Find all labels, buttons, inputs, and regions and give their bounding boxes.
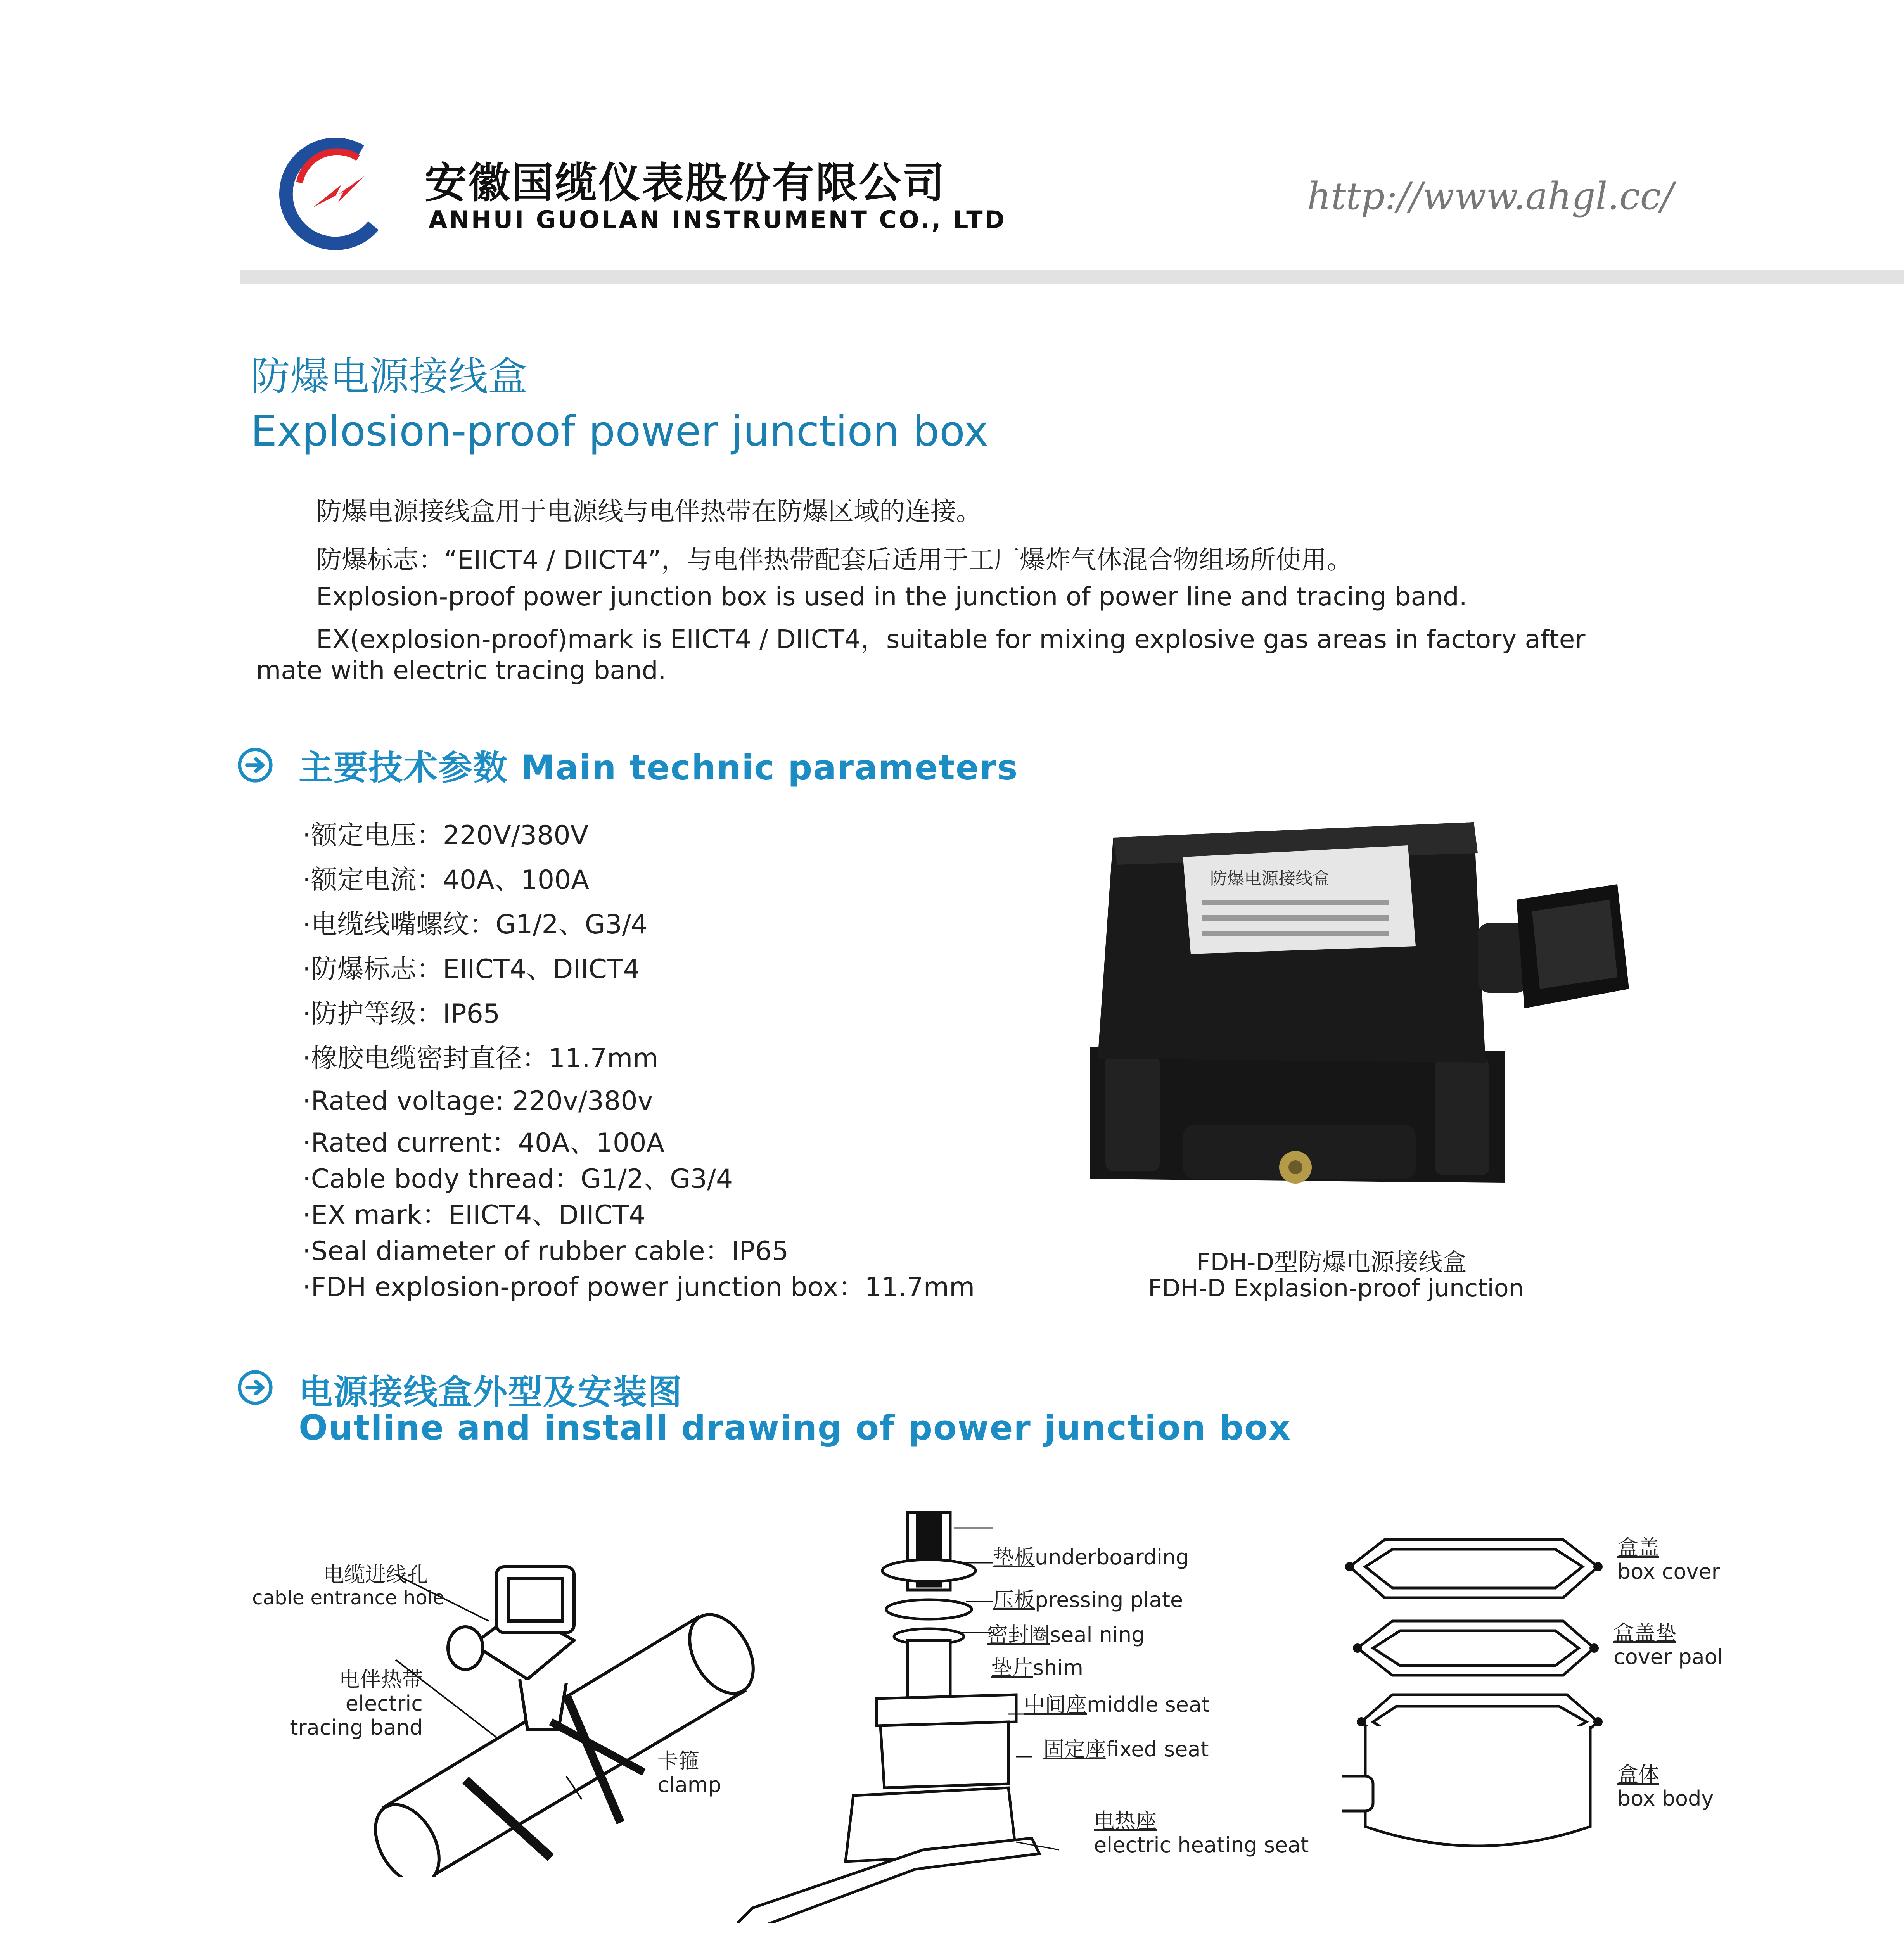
label-clamp bbox=[657, 1749, 721, 1797]
label-clamp-en: clamp bbox=[657, 1773, 721, 1797]
label-middle-cn: 中间座 bbox=[1024, 1692, 1087, 1717]
photo-caption-en: FDH-D Explasion-proof junction bbox=[1148, 1274, 1524, 1302]
label-middle-en: middle seat bbox=[1087, 1692, 1210, 1717]
param-en-3: ·Cable body thread：G1/2、G3/4 bbox=[303, 1164, 733, 1194]
param-cn-4: ·防爆标志：EIICT4、DIICT4 bbox=[303, 954, 640, 985]
label-fixed-cn: 固定座 bbox=[1043, 1737, 1106, 1761]
param-en-5: ·Seal diameter of rubber cable：IP65 bbox=[303, 1236, 789, 1267]
param-en-1: ·Rated voltage: 220v/380v bbox=[303, 1086, 653, 1116]
param-en-2: ·Rated current：40A、100A bbox=[303, 1128, 664, 1158]
label-seal-en: seal ning bbox=[1050, 1623, 1145, 1647]
param-cn-1: ·额定电压：220V/380V bbox=[303, 820, 589, 851]
param-cn-6: ·橡胶电缆密封直径：11.7mm bbox=[303, 1043, 659, 1074]
label-underboarding-cn: 垫板 bbox=[993, 1545, 1035, 1569]
company-logo bbox=[279, 138, 392, 250]
label-cable-entrance bbox=[252, 1562, 445, 1609]
label-box-body bbox=[1617, 1763, 1714, 1811]
label-middle-seat bbox=[1024, 1693, 1210, 1717]
website-url[interactable]: http://www.ahgl.cc/ bbox=[1307, 175, 1674, 218]
intro-line-1: 防爆电源接线盒用于电源线与电伴热带在防爆区域的连接。 bbox=[316, 496, 982, 526]
param-en-6: ·FDH explosion-proof power junction box：11.7mm bbox=[303, 1272, 975, 1303]
label-pressing-plate bbox=[993, 1588, 1183, 1612]
section-title-outline-cn: 电源接线盒外型及安装图 bbox=[299, 1372, 683, 1412]
label-fixed-seat bbox=[1043, 1737, 1209, 1761]
label-underboarding-en: underboarding bbox=[1035, 1545, 1189, 1569]
param-cn-3: ·电缆线嘴螺纹：G1/2、G3/4 bbox=[303, 909, 648, 940]
section-title-outline-en: Outline and install drawing of power junction box bbox=[299, 1408, 1292, 1448]
section-title-params: 主要技术参数 Main technic parameters bbox=[299, 748, 1019, 788]
label-clamp-cn: 卡箍 bbox=[657, 1749, 699, 1773]
page-title-en: Explosion-proof power junction box bbox=[251, 407, 989, 456]
label-heating-cn: 电热座 bbox=[1094, 1809, 1157, 1833]
arrow-circle-icon bbox=[237, 1369, 274, 1406]
label-tracing-en1: electric bbox=[345, 1691, 423, 1716]
label-cover-pad bbox=[1613, 1621, 1723, 1669]
label-body-cn: 盒体 bbox=[1617, 1762, 1659, 1787]
label-underboarding bbox=[993, 1545, 1189, 1569]
company-name-cn: 安徽国缆仪表股份有限公司 bbox=[425, 159, 946, 207]
company-name-en: ANHUI GUOLAN INSTRUMENT CO., LTD bbox=[429, 206, 1007, 234]
intro-line-5: mate with electric tracing band. bbox=[256, 655, 666, 685]
intro-line-3: Explosion-proof power junction box is used in the junction of power line and tracing band. bbox=[316, 582, 1467, 612]
label-heating-en: electric heating seat bbox=[1094, 1833, 1309, 1858]
label-pressing-cn: 压板 bbox=[993, 1588, 1035, 1612]
label-cover-pad-cn: 盒盖垫 bbox=[1613, 1621, 1676, 1645]
label-cover-cn: 盒盖 bbox=[1617, 1535, 1659, 1560]
intro-line-2: 防爆标志：“EIICT4 / DIICT4”，与电伴热带配套后适用于工厂爆炸气体混合物组场所使用。 bbox=[316, 545, 1352, 575]
label-shim-en: shim bbox=[1033, 1656, 1083, 1680]
label-pressing-en: pressing plate bbox=[1035, 1588, 1183, 1612]
label-shim bbox=[991, 1656, 1083, 1680]
label-heating-seat bbox=[1094, 1809, 1309, 1857]
label-cover-en: box cover bbox=[1617, 1559, 1720, 1584]
param-cn-5: ·防护等级：IP65 bbox=[303, 999, 500, 1029]
label-cable-entrance-cn: 电缆进线孔 bbox=[323, 1562, 428, 1587]
photo-caption-cn: FDH-D型防爆电源接线盒 bbox=[1197, 1248, 1467, 1276]
label-tracing-cn: 电伴热带 bbox=[339, 1667, 423, 1692]
label-shim-cn: 垫片 bbox=[991, 1656, 1033, 1680]
label-cover-pad-en: cover paol bbox=[1613, 1645, 1723, 1669]
label-cable-entrance-en: cable entrance hole bbox=[252, 1586, 445, 1609]
photo-label-text: 防爆电源接线盒 bbox=[1210, 869, 1330, 888]
arrow-circle-icon bbox=[237, 747, 274, 784]
intro-line-4: EX(explosion-proof)mark is EIICT4 / DIICT4，suitable for mixing explosive gas areas in factory after bbox=[316, 624, 1586, 654]
label-tracing-band bbox=[279, 1668, 423, 1740]
label-tracing-en2: tracing band bbox=[290, 1715, 423, 1740]
label-body-en: box body bbox=[1617, 1786, 1714, 1811]
box-components-drawing bbox=[1342, 1532, 1613, 1854]
param-en-4: ·EX mark：EIICT4、DIICT4 bbox=[303, 1200, 646, 1230]
label-fixed-en: fixed seat bbox=[1106, 1737, 1209, 1761]
label-box-cover bbox=[1617, 1536, 1720, 1584]
label-seal-ring bbox=[987, 1623, 1145, 1647]
header-divider bbox=[240, 270, 1904, 284]
page-title-cn: 防爆电源接线盒 bbox=[251, 354, 527, 400]
param-cn-2: ·额定电流：40A、100A bbox=[303, 865, 589, 895]
product-photo bbox=[1067, 807, 1648, 1218]
label-seal-cn: 密封圈 bbox=[987, 1623, 1050, 1647]
